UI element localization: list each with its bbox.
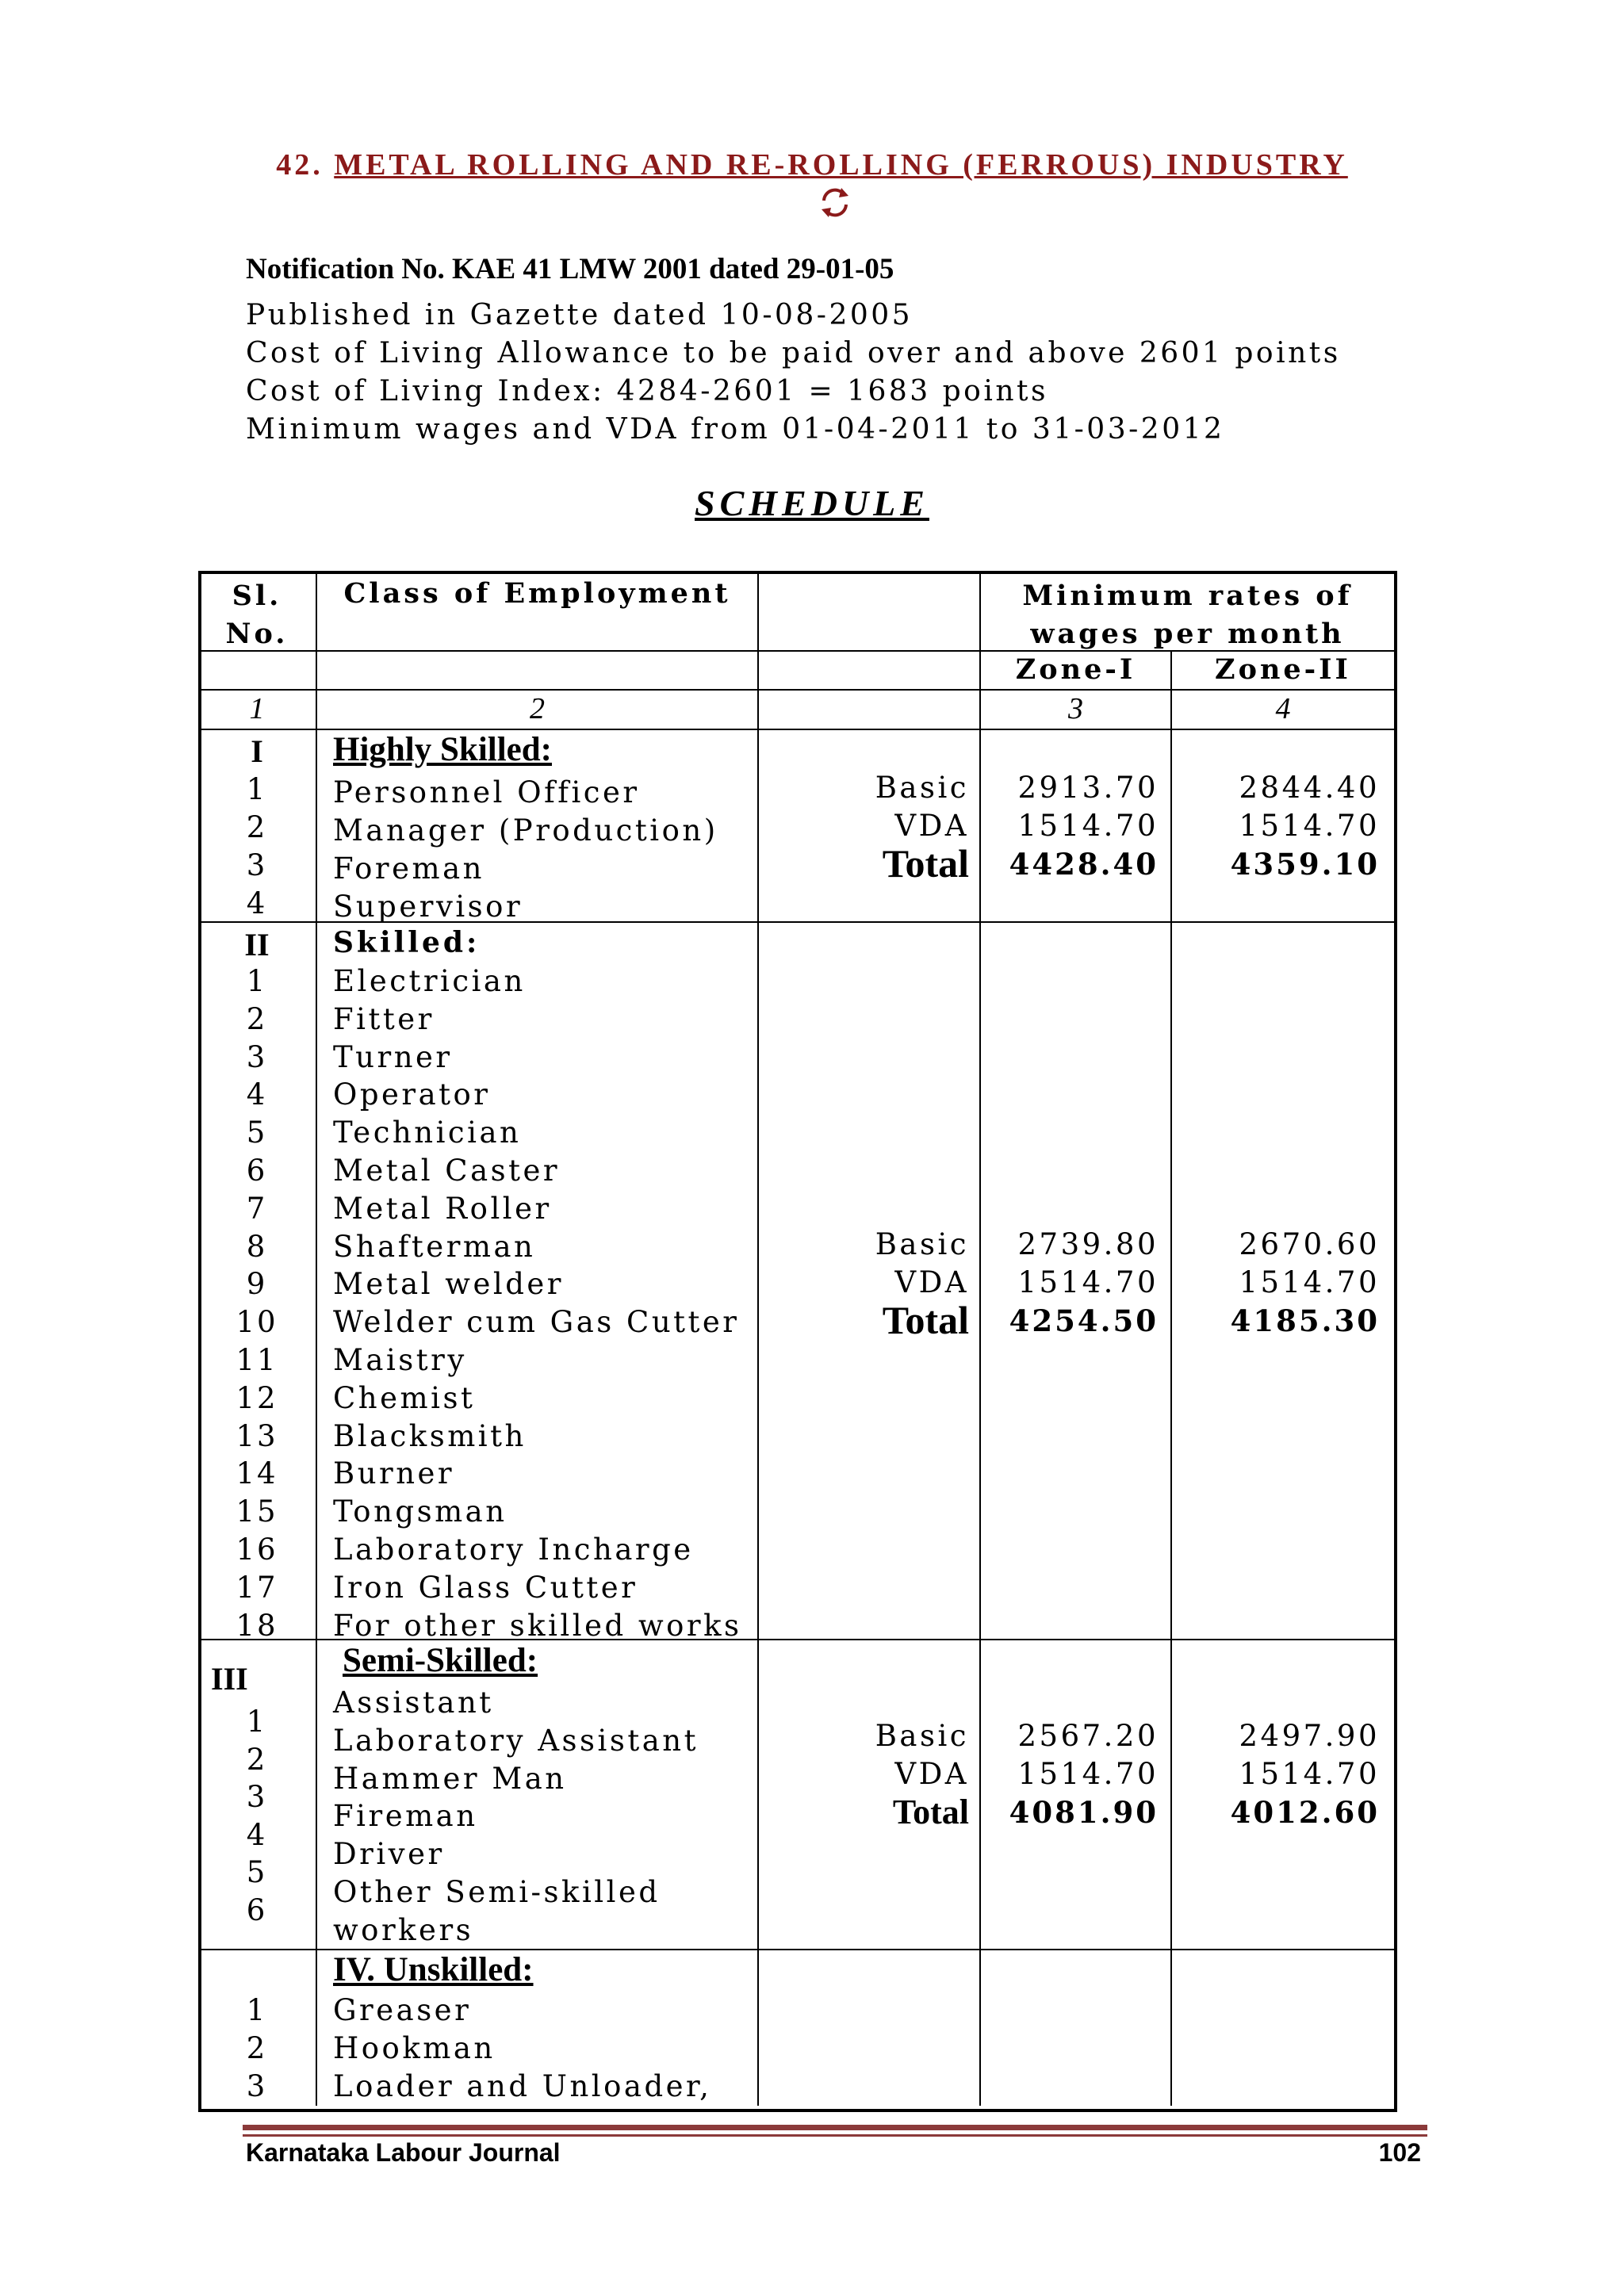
list-item: Fitter	[333, 1001, 435, 1036]
title-number: 42.	[276, 148, 335, 182]
title-text: METAL ROLLING AND RE-ROLLING (FERROUS) INDUSTRY	[334, 148, 1348, 182]
list-item: Foreman	[333, 851, 485, 886]
footer-rule-thin	[243, 2134, 1427, 2137]
section-roman: I	[251, 733, 263, 769]
list-item: Operator	[333, 1077, 491, 1112]
item-number: 3	[246, 1780, 268, 1814]
list-item: Driver	[333, 1837, 445, 1872]
section-2-items	[333, 962, 742, 1644]
schedule-heading: SCHEDULE	[695, 483, 929, 523]
col-number-1: 1	[249, 692, 265, 725]
item-number: 18	[236, 1608, 278, 1643]
item-number: 14	[236, 1456, 278, 1491]
zone1-basic: 2567.20	[1017, 1719, 1159, 1753]
item-number: 12	[236, 1380, 278, 1415]
item-number: 3	[246, 2069, 268, 2103]
item-number: 7	[246, 1191, 268, 1226]
list-item: Personnel Officer	[333, 775, 640, 809]
item-number: 1	[246, 772, 268, 806]
item-number: 5	[246, 1855, 268, 1889]
list-item: Metal Roller	[333, 1191, 552, 1226]
list-item: Loader and Unloader,	[333, 2069, 712, 2103]
header-sl-line2: No.	[225, 618, 289, 650]
list-item: Supervisor	[333, 890, 523, 924]
zone1-vda: 1514.70	[1017, 1757, 1159, 1791]
item-number: 9	[246, 1267, 268, 1302]
zone2-total: 4012.60	[1230, 1795, 1380, 1830]
wage-table	[198, 571, 1397, 2109]
zone2-basic: 2670.60	[1239, 1227, 1380, 1261]
col-number-2: 2	[530, 692, 545, 725]
zone2-total: 4185.30	[1230, 1303, 1380, 1338]
basic-label: Basic	[875, 1227, 969, 1261]
item-number: 4	[246, 886, 268, 920]
header-class: Class of Employment	[343, 577, 731, 610]
section-roman: II	[244, 927, 270, 962]
list-item: Laboratory Assistant	[333, 1723, 699, 1758]
list-item: Hookman	[333, 2031, 496, 2065]
footer-journal-name: Karnataka Labour Journal	[246, 2138, 561, 2167]
row-divider	[198, 689, 1394, 691]
zone2-vda: 1514.70	[1239, 1757, 1380, 1791]
header-rates	[981, 577, 1394, 653]
section-heading-semi-skilled: Semi-Skilled:	[343, 1642, 538, 1679]
notification-number: Notification No. KAE 41 LMW 2001 dated 29-01-05	[246, 253, 894, 285]
zone2-total: 4359.10	[1230, 847, 1380, 882]
info-line-allowance: Cost of Living Allowance to be paid over and above 2601 points	[246, 337, 1341, 369]
section-3-items	[333, 1684, 699, 1950]
basic-label: Basic	[875, 771, 969, 805]
list-item: Laboratory Incharge	[333, 1532, 694, 1567]
zone1-basic: 2913.70	[1017, 771, 1159, 805]
item-number: 4	[246, 1077, 268, 1112]
item-number: 10	[236, 1305, 278, 1340]
zone2-vda: 1514.70	[1239, 1265, 1380, 1299]
total-label: Total	[882, 841, 969, 886]
header-zone2: Zone-II	[1215, 653, 1351, 686]
item-number: 2	[246, 2031, 268, 2065]
zone1-total: 4428.40	[1009, 847, 1159, 882]
item-number: 1	[246, 1705, 268, 1739]
item-number: 1	[246, 964, 268, 998]
item-number: 3	[246, 848, 268, 882]
list-item: Electrician	[333, 964, 526, 998]
item-number: 5	[246, 1115, 268, 1150]
col-number-3: 3	[1068, 692, 1083, 725]
section-4-numbers	[198, 1992, 316, 2106]
item-number: 17	[236, 1570, 278, 1605]
section-1-numbers	[198, 771, 316, 923]
list-item: Assistant	[333, 1686, 494, 1720]
footer-rule	[243, 2125, 1427, 2130]
list-item: Technician	[333, 1115, 522, 1150]
item-number: 2	[246, 810, 268, 844]
item-number: 15	[236, 1494, 278, 1529]
header-rates-line2: wages per month	[1030, 618, 1345, 650]
section-heading-skilled: Skilled:	[333, 926, 481, 959]
item-number: 11	[236, 1342, 278, 1377]
zone1-total: 4081.90	[1009, 1795, 1159, 1830]
total-label: Total	[882, 1298, 969, 1342]
info-line-period: Minimum wages and VDA from 01-04-2011 to 31-03-2012	[246, 413, 1225, 446]
list-item: Greaser	[333, 1993, 472, 2027]
section-roman: III	[211, 1661, 248, 1697]
zone1-total: 4254.50	[1009, 1303, 1159, 1338]
total-label: Total	[892, 1793, 969, 1831]
page-number: 102	[1378, 2138, 1421, 2167]
page-title	[0, 147, 1624, 182]
list-item: workers	[333, 1912, 474, 1947]
zone1-vda: 1514.70	[1017, 1265, 1159, 1299]
col-divider	[316, 571, 317, 2106]
item-number: 8	[246, 1229, 268, 1264]
zone2-basic: 2844.40	[1239, 771, 1380, 805]
list-item: Metal welder	[333, 1267, 564, 1302]
notification-info	[246, 297, 1341, 449]
col-number-4: 4	[1275, 692, 1291, 725]
vda-label: VDA	[894, 1265, 969, 1299]
zone2-vda: 1514.70	[1239, 809, 1380, 843]
section-heading-unskilled: IV. Unskilled:	[333, 1951, 534, 1988]
vda-label: VDA	[894, 809, 969, 843]
item-number: 6	[246, 1153, 268, 1188]
item-number: 1	[246, 1993, 268, 2027]
zone1-vda: 1514.70	[1017, 809, 1159, 843]
list-item: Turner	[333, 1039, 453, 1074]
section-heading-highly-skilled: Highly Skilled:	[333, 731, 552, 768]
section-3-numbers	[198, 1703, 316, 1929]
item-number: 2	[246, 1001, 268, 1036]
item-number: 16	[236, 1532, 278, 1567]
section-4-items	[333, 1992, 711, 2106]
zone2-basic: 2497.90	[1239, 1719, 1380, 1753]
info-line-index: Cost of Living Index: 4284-2601 = 1683 points	[246, 375, 1048, 408]
list-item: Hammer Man	[333, 1761, 567, 1796]
refresh-icon	[817, 184, 853, 220]
basic-label: Basic	[875, 1719, 969, 1753]
header-sl-no	[198, 577, 316, 653]
list-item: Other Semi-skilled	[333, 1874, 661, 1909]
list-item: Manager (Production)	[333, 813, 718, 848]
zone1-basic: 2739.80	[1017, 1227, 1159, 1261]
item-number: 13	[236, 1418, 278, 1453]
list-item: Burner	[333, 1456, 455, 1491]
list-item: Shafterman	[333, 1229, 536, 1264]
header-rates-line1: Minimum rates of	[1022, 580, 1353, 612]
item-number: 3	[246, 1039, 268, 1074]
list-item: Chemist	[333, 1380, 476, 1415]
list-item: Metal Caster	[333, 1153, 561, 1188]
list-item: Iron Glass Cutter	[333, 1570, 638, 1605]
section-2-numbers	[198, 962, 316, 1644]
item-number: 2	[246, 1742, 268, 1777]
header-zone1: Zone-I	[1015, 653, 1136, 686]
list-item: For other skilled works	[333, 1608, 742, 1643]
list-item: Blacksmith	[333, 1418, 527, 1453]
vda-label: VDA	[894, 1757, 969, 1791]
item-number: 4	[246, 1817, 268, 1852]
list-item: Maistry	[333, 1342, 467, 1377]
list-item: Fireman	[333, 1799, 478, 1834]
item-number: 6	[246, 1892, 268, 1927]
info-line-gazette: Published in Gazette dated 10-08-2005	[246, 299, 914, 331]
list-item: Welder cum Gas Cutter	[333, 1305, 740, 1340]
section-1-items	[333, 774, 718, 926]
list-item: Tongsman	[333, 1494, 508, 1529]
header-sl-line1: Sl.	[232, 580, 282, 612]
